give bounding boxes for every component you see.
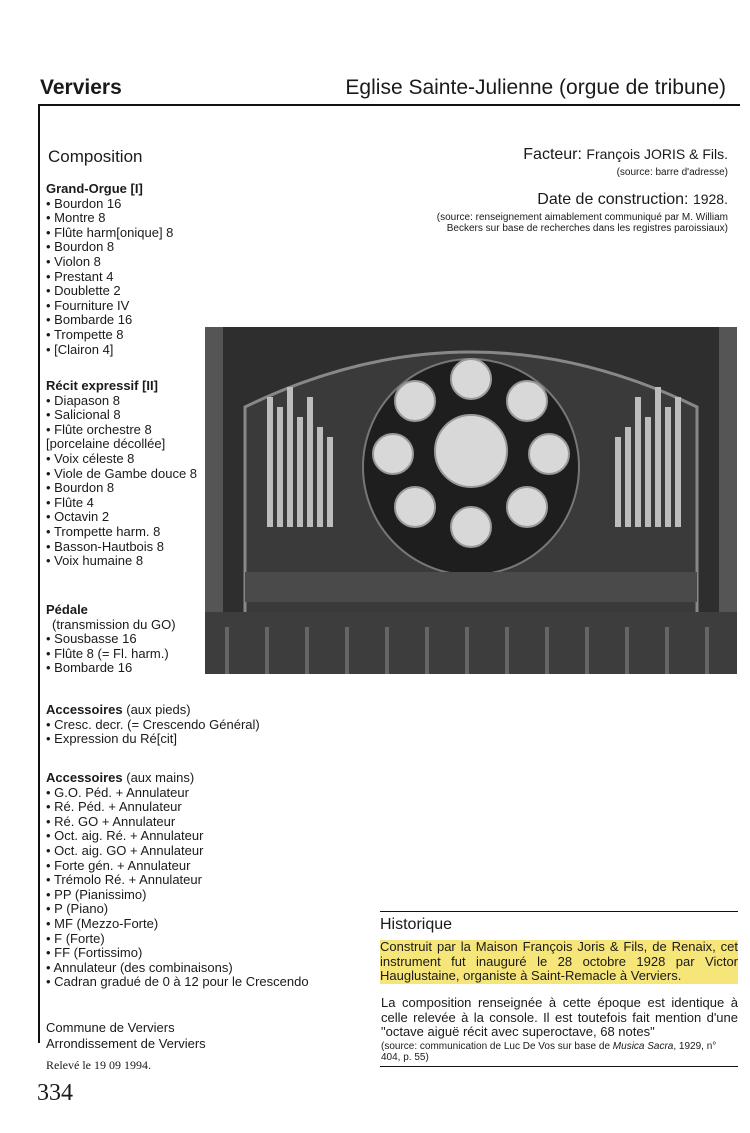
- stop: • Salicional 8: [46, 408, 201, 423]
- accessory: • Ré. Péd. + Annulateur: [46, 800, 309, 815]
- accessory: • Forte gén. + Annulateur: [46, 859, 309, 874]
- source-text: , 1929, n° 404, p. 55): [381, 1041, 717, 1063]
- accessory: • Expression du Ré[cit]: [46, 732, 260, 747]
- accessory: • P (Piano): [46, 902, 309, 917]
- stop: • Fourniture IV: [46, 299, 173, 314]
- builder-line: [523, 146, 728, 164]
- date-source: [437, 212, 728, 234]
- division-title: Récit expressif [II]: [46, 378, 158, 393]
- stop: • Bourdon 16: [46, 197, 173, 212]
- accessories-title: Accessoires: [46, 702, 123, 717]
- accessory: • Oct. aig. Ré. + Annulateur: [46, 829, 309, 844]
- accessories-hands: [46, 771, 309, 990]
- stop: • Flûte 4: [46, 496, 201, 511]
- composition-title: Composition: [48, 147, 143, 166]
- accessory: • Cresc. decr. (= Crescendo Général): [46, 718, 260, 733]
- stop: • Basson-Hautbois 8: [46, 540, 201, 555]
- accessory: • F (Forte): [46, 932, 309, 947]
- stop: • Bombarde 16: [46, 661, 176, 676]
- survey-date: Relevé le 19 09 1994.: [46, 1058, 151, 1072]
- historique-title: Historique: [380, 916, 453, 933]
- stop: • Flûte 8 (= Fl. harm.): [46, 647, 176, 662]
- builder-value: François JORIS & Fils.: [586, 146, 728, 162]
- left-rule: [38, 106, 40, 1043]
- date-label: Date de construction:: [537, 191, 689, 208]
- date-value: 1928.: [692, 191, 728, 207]
- accessory: • Trémolo Ré. + Annulateur: [46, 873, 309, 888]
- builder-source: (source: barre d'adresse): [616, 167, 728, 178]
- town-heading: Verviers: [40, 76, 122, 99]
- stop: • Bourdon 8: [46, 240, 173, 255]
- stop: • Bombarde 16: [46, 313, 173, 328]
- accessories-qualifier: (aux mains): [126, 770, 195, 785]
- division-title: Pédale: [46, 602, 88, 617]
- construction-date-line: [537, 191, 728, 209]
- stop: • Violon 8: [46, 255, 173, 270]
- stop: • Flûte orchestre 8 [porcelaine décollée]: [46, 423, 201, 452]
- stop: • Bourdon 8: [46, 481, 201, 496]
- arrondissement: Arrondissement de Verviers: [46, 1036, 206, 1051]
- division-pedale: [46, 603, 176, 676]
- header-rule: [38, 104, 740, 106]
- accessory: • FF (Fortissimo): [46, 946, 309, 961]
- page-number: 334: [37, 1080, 73, 1106]
- historique-body: La composition renseignée à cette époque est identique à celle relevée à la console. Il est toutefois fait mention d'une "octave aiguë récit avec superoctave, 68 notes": [381, 995, 738, 1039]
- division-recit: [46, 379, 201, 569]
- commune-block: [46, 1020, 206, 1052]
- date-source-line: Beckers sur base de recherches dans les registres paroissiaux): [446, 223, 728, 234]
- organ-photo-drawing: [205, 327, 737, 674]
- organ-photo: [205, 327, 737, 674]
- historique-source: [381, 1041, 738, 1063]
- accessory: • PP (Pianissimo): [46, 888, 309, 903]
- church-heading: Eglise Sainte-Julienne (orgue de tribune): [345, 76, 726, 99]
- accessory: • G.O. Péd. + Annulateur: [46, 786, 309, 801]
- stop: • [Clairon 4]: [46, 343, 173, 358]
- accessory: • Oct. aig. GO + Annulateur: [46, 844, 309, 859]
- accessories-feet: [46, 703, 260, 747]
- stop: • Voix céleste 8: [46, 452, 201, 467]
- stop: • Voix humaine 8: [46, 554, 201, 569]
- accessory: • Ré. GO + Annulateur: [46, 815, 309, 830]
- division-note: (transmission du GO): [52, 616, 176, 632]
- historique-rule-bottom: [380, 1066, 738, 1067]
- source-publication: Musica Sacra: [612, 1041, 674, 1052]
- division-title: Grand-Orgue [I]: [46, 181, 143, 196]
- stop: • Diapason 8: [46, 394, 201, 409]
- division-grand-orgue: [46, 182, 173, 357]
- accessory: • Cadran gradué de 0 à 12 pour le Crescendo: [46, 975, 309, 990]
- stop: • Sousbasse 16: [46, 632, 176, 647]
- stop: • Flûte harm[onique] 8: [46, 226, 173, 241]
- builder-label: Facteur:: [523, 146, 582, 163]
- stop: • Viole de Gambe douce 8: [46, 467, 201, 482]
- stop: • Prestant 4: [46, 270, 173, 285]
- accessories-qualifier: (aux pieds): [126, 702, 191, 717]
- historique-highlight: Construit par la Maison François Joris & Fils, de Renaix, cet instrument fut inauguré le 28 octobre 1928 par Victor Hauglustaine, organiste à Saint-Remacle à Verviers.: [380, 939, 738, 983]
- stop: • Trompette 8: [46, 328, 173, 343]
- stop: • Trompette harm. 8: [46, 525, 201, 540]
- stop: • Doublette 2: [46, 284, 173, 299]
- historique-rule-top: [380, 911, 738, 912]
- source-text: (source: communication de Luc De Vos sur base de: [381, 1041, 613, 1052]
- commune: Commune de Verviers: [46, 1020, 175, 1035]
- stop: • Octavin 2: [46, 510, 201, 525]
- date-source-line: (source: renseignement aimablement communiqué par M. William: [436, 212, 728, 223]
- accessories-title: Accessoires: [46, 770, 123, 785]
- accessory: • Annulateur (des combinaisons): [46, 961, 309, 976]
- stop: • Montre 8: [46, 211, 173, 226]
- accessory: • MF (Mezzo-Forte): [46, 917, 309, 932]
